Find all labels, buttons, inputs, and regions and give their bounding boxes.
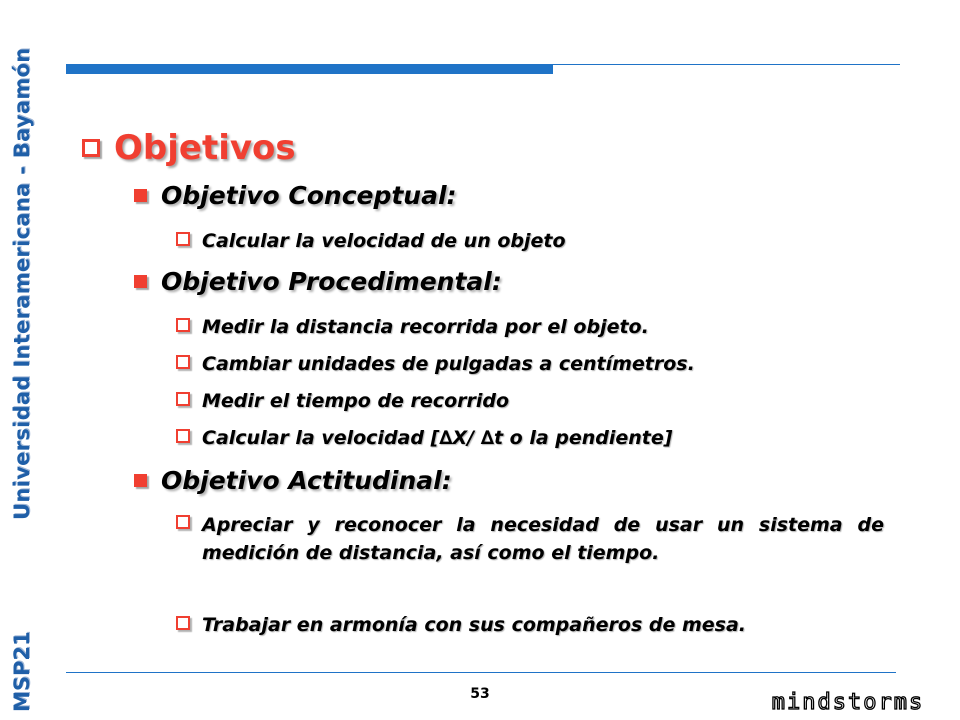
mindstorms-logo: [750, 690, 946, 712]
header-bar-thin: [553, 64, 900, 65]
list-item: Apreciar y reconocer la necesidad de usar un sistema de medición de distancia, así como el tiempo.: [176, 511, 884, 567]
list-item: Calcular la velocidad [∆X/ ∆t o la pendiente]: [176, 425, 672, 451]
institution-name: Universidad Interamericana - Bayamón: [10, 47, 34, 520]
header-bar-thick: [66, 64, 553, 74]
section-conceptual: [134, 181, 457, 210]
checkbox-bullet-icon: [176, 232, 190, 246]
list-item: Medir el tiempo de recorrido: [176, 388, 509, 414]
section-title: Objetivo Actitudinal:: [161, 466, 452, 495]
sidebar: [0, 0, 50, 720]
section-title: Objetivo Conceptual:: [161, 181, 457, 210]
square-bullet-icon: [134, 474, 147, 487]
logo-text: mindstorms: [771, 690, 925, 712]
checkbox-bullet-icon: [176, 355, 190, 369]
slide-heading: [82, 128, 296, 168]
heading-text: Objetivos: [114, 128, 296, 168]
square-bullet-icon: [134, 189, 147, 202]
checkbox-bullet-icon: [176, 392, 190, 406]
section-title: Objetivo Procedimental:: [161, 267, 502, 296]
list-item: Cambiar unidades de pulgadas a centímetros.: [176, 351, 695, 377]
list-item: Calcular la velocidad de un objeto: [176, 228, 566, 254]
footer-divider: [66, 672, 896, 673]
checkbox-bullet-icon: [176, 318, 190, 332]
checkbox-bullet-icon: [176, 616, 190, 630]
course-code: MSP21: [10, 631, 34, 712]
list-item: Trabajar en armonía con sus compañeros de mesa.: [176, 612, 746, 638]
checkbox-bullet-icon: [176, 429, 190, 443]
checkbox-bullet-icon: [176, 515, 190, 529]
checkbox-bullet-icon: [82, 139, 100, 157]
square-bullet-icon: [134, 275, 147, 288]
page-number: 53: [470, 686, 490, 702]
list-item: Medir la distancia recorrida por el objeto.: [176, 314, 649, 340]
section-procedimental: [134, 267, 502, 296]
section-actitudinal: [134, 466, 452, 495]
